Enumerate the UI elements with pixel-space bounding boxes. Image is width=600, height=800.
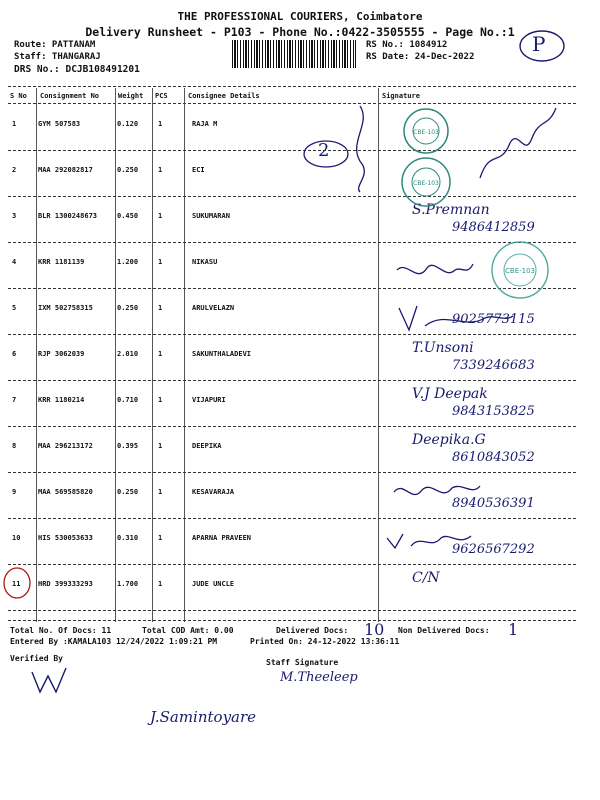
- row-sno: 10: [12, 534, 21, 542]
- row-weight: 0.250: [117, 166, 139, 174]
- signature-squiggle: [395, 300, 515, 340]
- header-rule-bottom: [8, 103, 576, 104]
- row-consignment-no: GYM 507583: [38, 120, 81, 128]
- row-consignee: RAJA M: [192, 120, 218, 128]
- barcode: [232, 40, 356, 68]
- row-divider: [8, 472, 576, 473]
- row-divider: [8, 610, 576, 611]
- signature-squiggle: [392, 478, 482, 508]
- entered-by: Entered By :KAMALA103 12/24/2022 1:09:21 PM: [10, 637, 218, 646]
- row-pcs: 1: [158, 580, 163, 588]
- row-signature: S.Premnan: [412, 202, 490, 218]
- row-divider: [8, 196, 576, 197]
- row-weight: 1.200: [117, 258, 139, 266]
- row-divider: [8, 380, 576, 381]
- row-phone: 8940536391: [452, 496, 535, 511]
- stamp-label: CBE-103: [413, 129, 439, 136]
- row-consignment-no: IXM 502758315: [38, 304, 93, 312]
- company-stamp: [480, 240, 560, 300]
- row-consignee: ARULVELAZN: [192, 304, 235, 312]
- verified-signature: [30, 666, 70, 696]
- row-phone: 9025773115: [452, 312, 535, 327]
- row-sno: 3: [12, 212, 17, 220]
- verified-by-label: Verified By: [10, 654, 63, 663]
- col-consignment: Consignment No: [40, 92, 100, 100]
- row-weight: 0.395: [117, 442, 139, 450]
- staff-signature-hand: M.Theeleep: [280, 670, 358, 685]
- row-phone: 9626567292: [452, 542, 535, 557]
- stamp-label: CBE-103: [413, 180, 439, 187]
- total-cod: Total COD Amt: 0.00: [142, 626, 234, 635]
- row-consignee: KESAVARAJA: [192, 488, 235, 496]
- row-consignment-no: MAA 569585820: [38, 488, 93, 496]
- row-pcs: 1: [158, 120, 163, 128]
- page-mark: P: [532, 32, 546, 56]
- col-signature: Signature: [382, 92, 420, 100]
- signature-squiggle: [385, 530, 475, 554]
- row-sno: 8: [12, 442, 17, 450]
- total-docs: Total No. Of Docs: 11: [10, 626, 112, 635]
- row-sno: 2: [12, 166, 17, 174]
- row-consignee: SAKUNTHALADEVI: [192, 350, 252, 358]
- row-consignment-no: MAA 292082817: [38, 166, 93, 174]
- runsheet-subtitle: Delivery Runsheet - P103 - Phone No.:0422-3505555 - Page No.:1: [85, 25, 515, 39]
- row-weight: 2.010: [117, 350, 139, 358]
- col-divider: [152, 88, 153, 622]
- row-divider: [8, 426, 576, 427]
- signature-squiggle: [395, 258, 475, 288]
- signature-squiggle: [470, 108, 560, 188]
- bracket-mark: [340, 104, 380, 194]
- col-sno: S No: [10, 92, 27, 100]
- row-weight: 0.450: [117, 212, 139, 220]
- rs-number: RS No.: 1084912: [366, 40, 448, 50]
- col-divider: [36, 88, 37, 622]
- row-consignment-no: BLR 1300248673: [38, 212, 98, 220]
- company-title: THE PROFESSIONAL COURIERS, Coimbatore: [177, 10, 423, 23]
- row-signature: V.J Deepak: [412, 386, 488, 402]
- company-stamp: [396, 154, 466, 214]
- row-consignee: ECI: [192, 166, 205, 174]
- row-divider: [8, 518, 576, 519]
- row-weight: 0.250: [117, 488, 139, 496]
- col-divider: [115, 88, 116, 622]
- col-pcs: PCS: [155, 92, 168, 100]
- row-sno: 1: [12, 120, 17, 128]
- row-pcs: 1: [158, 350, 163, 358]
- row-phone: 9843153825: [452, 404, 535, 419]
- row-pcs: 1: [158, 442, 163, 450]
- row-consignment-no: KRR 1181139: [38, 258, 85, 266]
- company-stamp: [400, 108, 470, 158]
- row-sno: 9: [12, 488, 17, 496]
- row-pcs: 1: [158, 304, 163, 312]
- row-consignment-no: HIS 530053633: [38, 534, 93, 542]
- header-rule-top: [8, 86, 576, 87]
- row-sno: 5: [12, 304, 17, 312]
- route-label: Route: PATTANAM: [14, 40, 96, 50]
- row-pcs: 1: [158, 396, 163, 404]
- row-consignment-no: HRD 399333293: [38, 580, 93, 588]
- row-signature: Deepika.G: [412, 432, 486, 448]
- staff-signature-label: Staff Signature: [266, 658, 339, 667]
- row-pcs: 1: [158, 534, 163, 542]
- row-weight: 0.310: [117, 534, 139, 542]
- delivered-docs-value: 10: [364, 620, 385, 639]
- row-consignee: DEEPIKA: [192, 442, 222, 450]
- row-phone: 9486412859: [452, 220, 535, 235]
- row-consignment-no: MAA 296213172: [38, 442, 93, 450]
- drs-number: DRS No.: DCJB108491201: [14, 64, 140, 75]
- row-pcs: 1: [158, 166, 163, 174]
- row-signature: T.Unsoni: [412, 340, 474, 356]
- non-delivered-label: Non Delivered Docs:: [398, 626, 490, 635]
- row-sno: 7: [12, 396, 17, 404]
- row-phone: 8610843052: [452, 450, 535, 465]
- row-consignee: JUDE UNCLE: [192, 580, 235, 588]
- row2-mark: 2: [318, 140, 330, 161]
- row-consignment-no: RJP 3062039: [38, 350, 85, 358]
- row11-circle-mark: [2, 566, 34, 600]
- row-weight: 1.700: [117, 580, 139, 588]
- row-signature: C/N: [412, 570, 440, 586]
- row-weight: 0.250: [117, 304, 139, 312]
- row-phone: 7339246683: [452, 358, 535, 373]
- col-weight: Weight: [118, 92, 144, 100]
- row-weight: 0.710: [117, 396, 139, 404]
- row-pcs: 1: [158, 258, 163, 266]
- row-consignee: NIKASU: [192, 258, 218, 266]
- col-consignee: Consignee Details: [188, 92, 260, 100]
- row-consignee: APARNA PRAVEEN: [192, 534, 252, 542]
- row-sno: 4: [12, 258, 17, 266]
- footer-rule: [8, 620, 576, 621]
- row-consignee: VIJAPURI: [192, 396, 226, 404]
- row-sno: 6: [12, 350, 17, 358]
- staff-label: Staff: THANGARAJ: [14, 52, 101, 62]
- printed-on: Printed On: 24-12-2022 13:36:11: [250, 637, 400, 646]
- delivered-docs-label: Delivered Docs:: [276, 626, 349, 635]
- row-consignee: SUKUMARAN: [192, 212, 230, 220]
- bottom-signature: J.Samintoyare: [150, 708, 257, 726]
- row-sno: 11: [12, 580, 21, 588]
- col-divider: [184, 88, 185, 622]
- stamp-label: CBE-103: [505, 267, 535, 275]
- row-pcs: 1: [158, 488, 163, 496]
- non-delivered-value: 1: [508, 620, 519, 639]
- row-consignment-no: KRR 1180214: [38, 396, 85, 404]
- row-pcs: 1: [158, 212, 163, 220]
- row-weight: 0.120: [117, 120, 139, 128]
- rs-date: RS Date: 24-Dec-2022: [366, 52, 475, 62]
- row-divider: [8, 564, 576, 565]
